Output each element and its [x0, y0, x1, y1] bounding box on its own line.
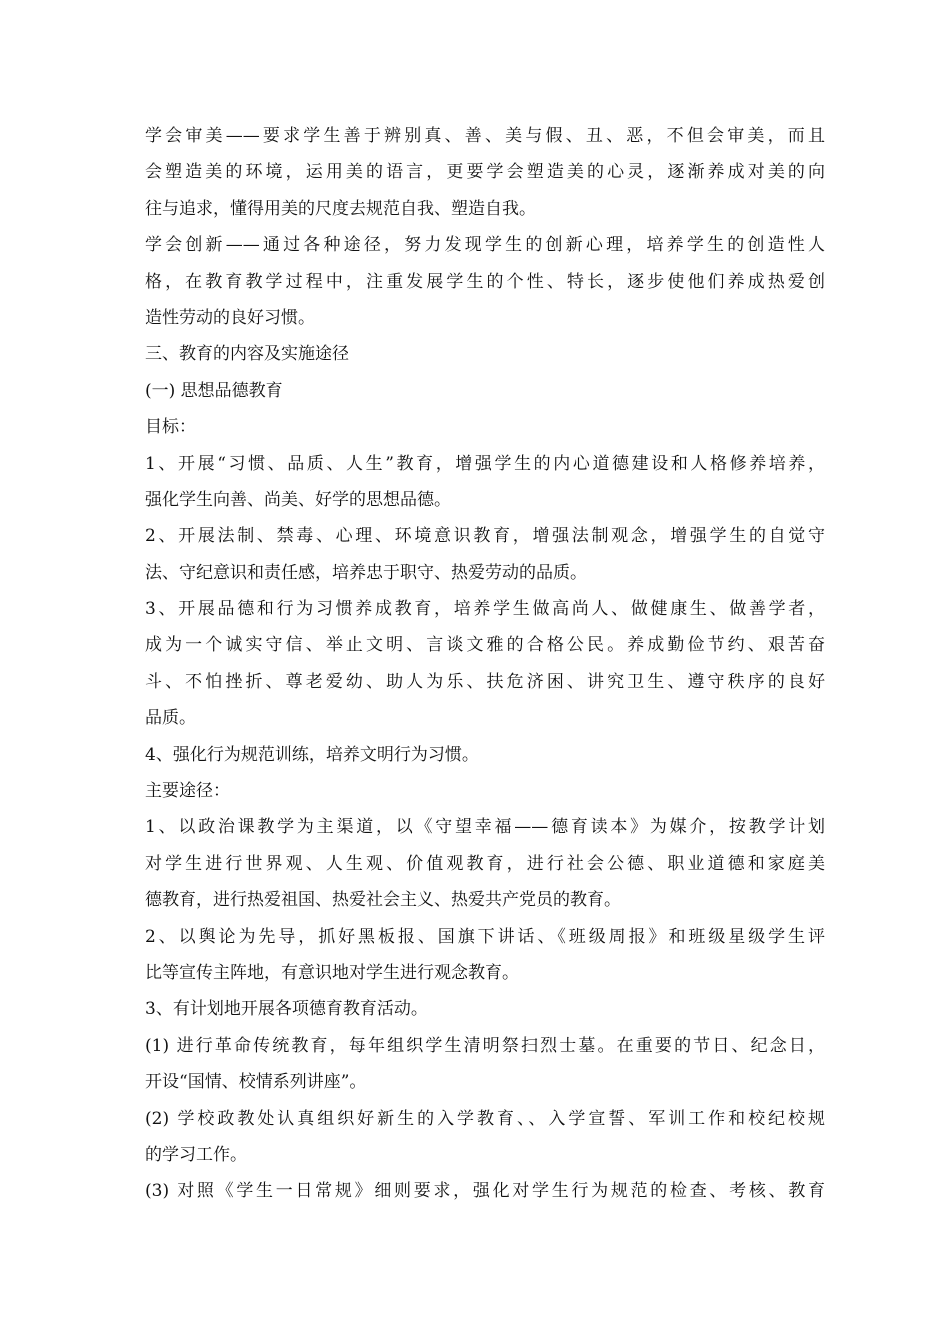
text-line: 2、以舆论为先导，抓好黑板报、国旗下讲话、《班级周报》和班级星级学生评 — [145, 926, 825, 947]
text-line: 品质。 — [145, 708, 196, 729]
text-line: 强化学生向善、尚美、好学的思想品德。 — [145, 489, 451, 510]
text-line: 3、开展品德和行为习惯养成教育，培养学生做高尚人、做健康生、做善学者， — [145, 599, 825, 620]
text-line: 学会审美——要求学生善于辨别真、善、美与假、丑、恶，不但会审美，而且 — [145, 126, 825, 146]
text-line: (3) 对照《学生一日常规》细则要求，强化对学生行为规范的检查、考核、教育 — [145, 1181, 825, 1202]
subsection-heading: (一) 思想品德教育 — [145, 380, 283, 401]
text-line: 往与追求，懂得用美的尺度去规范自我、塑造自我。 — [145, 198, 536, 219]
text-line: 3、有计划地开展各项德育教育活动。 — [145, 999, 428, 1020]
text-line: 1、开展“习惯、品质、人生”教育，增强学生的内心道德建设和人格修养培养， — [145, 453, 825, 474]
document-body — [145, 118, 825, 1210]
text-line: 格，在教育教学过程中，注重发展学生的个性、特长，逐步使他们养成热爱创 — [145, 271, 825, 292]
text-line: 1、以政治课教学为主渠道，以《守望幸福——德育读本》为媒介，按教学计划 — [145, 817, 825, 838]
text-line: (1) 进行革命传统教育，每年组织学生清明祭扫烈士墓。在重要的节日、纪念日， — [145, 1035, 825, 1056]
section-heading: 三、教育的内容及实施途径 — [145, 344, 349, 365]
text-line: (2) 学校政教处认真组织好新生的入学教育、、入学宣誓、军训工作和校纪校规 — [145, 1108, 825, 1129]
text-line: 4、强化行为规范训练，培养文明行为习惯。 — [145, 744, 479, 765]
text-line: 会塑造美的环境，运用美的语言，更要学会塑造美的心灵，逐渐养成对美的向 — [145, 162, 825, 183]
text-line: 开设“国情、校情系列讲座”。 — [145, 1072, 367, 1093]
text-line: 的学习工作。 — [145, 1144, 247, 1165]
goals-label: 目标： — [145, 417, 196, 438]
text-line: 对学生进行世界观、人生观、价值观教育，进行社会公德、职业道德和家庭美 — [145, 853, 825, 874]
text-line: 法、守纪意识和责任感，培养忠于职守、热爱劳动的品质。 — [145, 562, 587, 583]
text-line: 学会创新——通过各种途径，努力发现学生的创新心理，培养学生的创造性人 — [145, 235, 825, 256]
text-line: 斗、不怕挫折、尊老爱幼、助人为乐、扶危济困、讲究卫生、遵守秩序的良好 — [145, 671, 825, 692]
approaches-label: 主要途径： — [145, 781, 230, 802]
text-line: 成为一个诚实守信、举止文明、言谈文雅的合格公民。养成勤俭节约、艰苦奋 — [145, 635, 825, 656]
text-line: 造性劳动的良好习惯。 — [145, 307, 315, 328]
text-line: 比等宣传主阵地，有意识地对学生进行观念教育。 — [145, 962, 519, 983]
text-line: 德教育，进行热爱祖国、热爱社会主义、热爱共产党员的教育。 — [145, 890, 621, 911]
text-line: 2、开展法制、禁毒、心理、环境意识教育，增强法制观念，增强学生的自觉守 — [145, 526, 825, 547]
